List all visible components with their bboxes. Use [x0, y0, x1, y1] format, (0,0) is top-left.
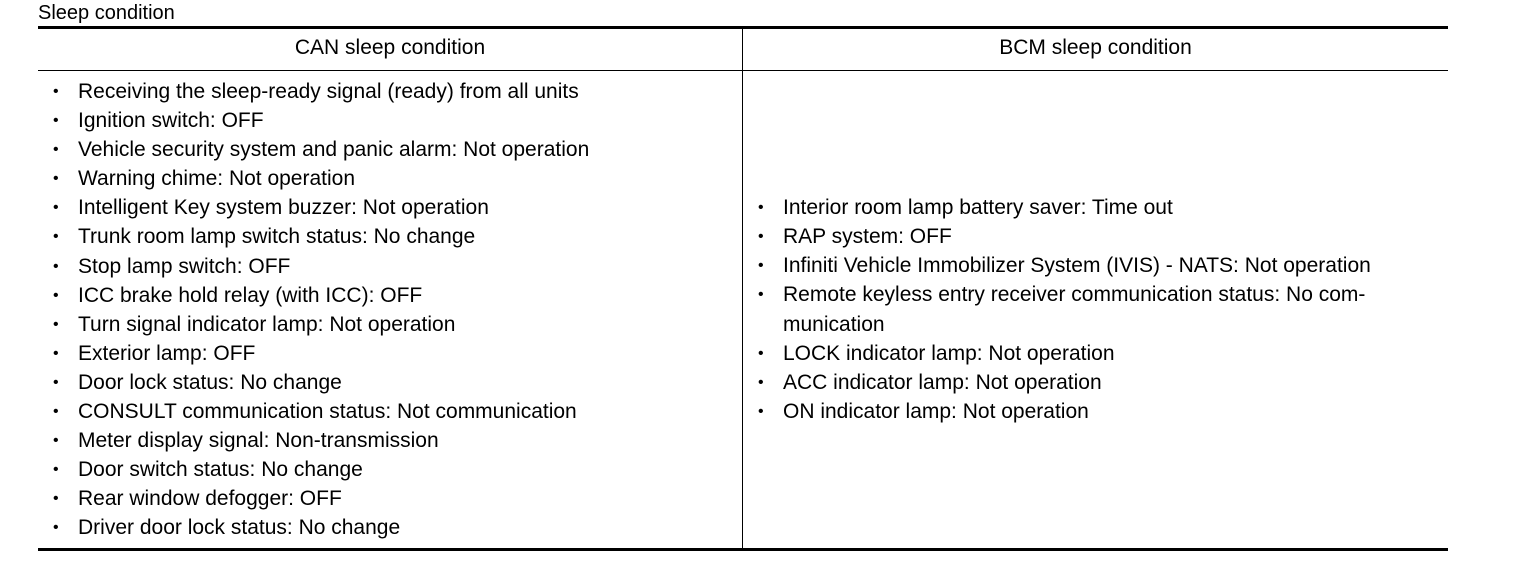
bullet-icon: • — [53, 403, 59, 421]
can-conditions-cell — [38, 71, 742, 548]
table-header-row — [38, 29, 1448, 71]
condition-text: LOCK indicator lamp: Not operation — [783, 341, 1115, 365]
column-header-can: CAN sleep condition — [294, 36, 486, 59]
condition-item — [38, 252, 742, 281]
condition-text: ICC brake hold relay (with ICC): OFF — [78, 283, 423, 307]
bullet-icon: • — [53, 344, 59, 362]
condition-text: Stop lamp switch: OFF — [78, 254, 291, 278]
can-conditions-list — [38, 71, 742, 543]
bullet-icon: • — [758, 228, 764, 246]
condition-text: Rear window defogger: OFF — [78, 487, 342, 511]
condition-text: Meter display signal: Non-transmission — [78, 429, 439, 453]
bullet-icon: • — [53, 432, 59, 450]
bullet-icon: • — [758, 344, 764, 362]
condition-text: Interior room lamp battery saver: Time out — [783, 196, 1173, 220]
condition-item — [38, 484, 742, 513]
bullet-icon: • — [758, 373, 764, 391]
condition-text: Door lock status: No change — [78, 370, 342, 394]
bullet-icon: • — [53, 490, 59, 508]
bullet-icon: • — [53, 83, 59, 100]
condition-item — [743, 222, 1448, 251]
condition-text: ON indicator lamp: Not operation — [783, 399, 1089, 423]
condition-item — [743, 339, 1448, 368]
sleep-condition-table — [38, 26, 1448, 551]
bullet-icon: • — [53, 112, 59, 130]
condition-text: Ignition switch: OFF — [78, 109, 264, 133]
bullet-icon: • — [53, 461, 59, 479]
condition-text: ACC indicator lamp: Not operation — [783, 370, 1102, 394]
condition-item — [38, 193, 742, 222]
condition-text: Exterior lamp: OFF — [78, 341, 256, 365]
table-caption: Sleep condition — [38, 2, 175, 24]
condition-item — [38, 281, 742, 310]
condition-item — [38, 135, 742, 164]
condition-item — [38, 426, 742, 455]
condition-text: RAP system: OFF — [783, 225, 952, 249]
condition-text: Intelligent Key system buzzer: Not operation — [78, 196, 489, 220]
condition-item — [743, 280, 1448, 338]
condition-item — [38, 310, 742, 339]
condition-item — [38, 368, 742, 397]
bullet-icon: • — [53, 373, 59, 391]
bullet-icon: • — [53, 519, 59, 537]
condition-item — [38, 164, 742, 193]
condition-text: Turn signal indicator lamp: Not operation — [78, 312, 456, 336]
condition-text: Remote keyless entry receiver communication status: No com-munication — [783, 283, 1366, 336]
condition-text: Warning chime: Not operation — [78, 167, 356, 191]
condition-text: Door switch status: No change — [78, 458, 363, 482]
bcm-conditions-cell — [743, 71, 1448, 548]
bullet-icon: • — [758, 286, 764, 304]
bullet-icon: • — [53, 170, 59, 188]
bullet-icon: • — [53, 257, 59, 275]
condition-text: Driver door lock status: No change — [78, 516, 401, 540]
condition-text: Infiniti Vehicle Immobilizer System (IVIS) - NATS: Not operation — [783, 254, 1371, 278]
bcm-conditions-list — [743, 193, 1448, 426]
condition-item — [38, 77, 742, 106]
bullet-icon: • — [53, 199, 59, 217]
column-header-bcm: BCM sleep condition — [999, 36, 1192, 59]
condition-item — [38, 339, 742, 368]
condition-item — [743, 193, 1448, 222]
condition-item — [38, 513, 742, 542]
bullet-icon: • — [53, 228, 59, 246]
bullet-icon: • — [758, 257, 764, 275]
bullet-icon: • — [53, 141, 59, 159]
bullet-icon: • — [53, 315, 59, 333]
condition-item — [743, 368, 1448, 397]
bullet-icon: • — [758, 199, 764, 217]
condition-item — [743, 397, 1448, 426]
condition-item — [38, 455, 742, 484]
condition-item — [38, 397, 742, 426]
condition-item — [38, 106, 742, 135]
bullet-icon: • — [758, 402, 764, 420]
condition-text: Vehicle security system and panic alarm: Not operation — [78, 138, 590, 162]
condition-item — [38, 222, 742, 251]
condition-text: CONSULT communication status: Not communication — [78, 400, 577, 424]
bullet-icon: • — [53, 286, 59, 304]
condition-text: Trunk room lamp switch status: No change — [78, 225, 476, 249]
condition-item — [743, 251, 1448, 280]
condition-text: Receiving the sleep-ready signal (ready) from all units — [78, 80, 579, 103]
